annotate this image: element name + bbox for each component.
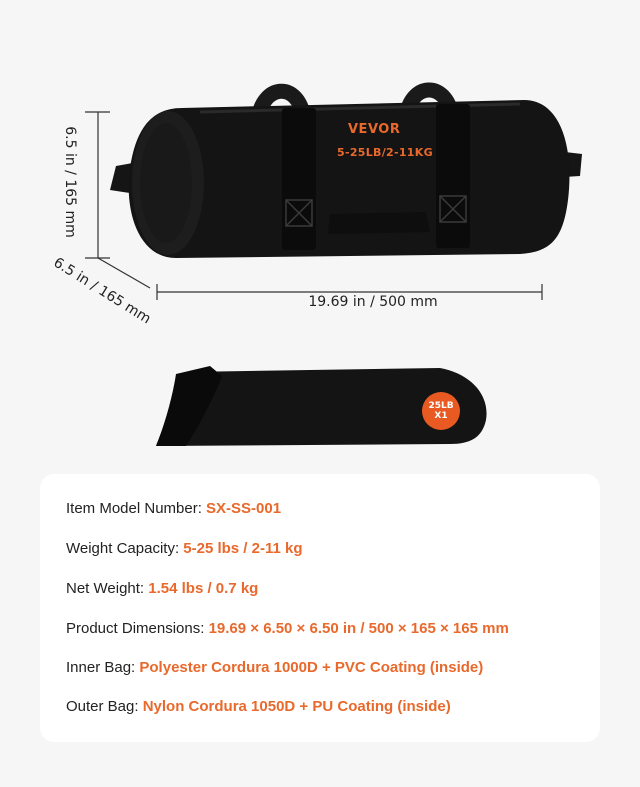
spec-label: Net Weight: — [66, 580, 149, 597]
spec-label: Item Model Number: — [66, 500, 207, 517]
spec-value: Polyester Cordura 1000D + PVC Coating (inside) — [139, 659, 484, 676]
spec-value: 5-25 lbs / 2-11 kg — [183, 540, 303, 557]
spec-label: Outer Bag: — [66, 698, 143, 715]
height-dimension-label: 6.5 in / 165 mm — [62, 126, 78, 238]
spec-inner-bag — [66, 659, 483, 676]
length-dimension-label: 19.69 in / 500 mm — [308, 294, 438, 310]
bottom-handle — [328, 212, 430, 234]
spec-value: 1.54 lbs / 0.7 kg — [148, 580, 259, 597]
depth-dimension-label: 6.5 in / 165 mm — [50, 254, 154, 328]
spec-label: Inner Bag: — [66, 659, 140, 676]
spec-product-dimensions — [66, 620, 509, 637]
spec-outer-bag — [66, 698, 451, 715]
bag-brand-logo: VEVOR — [348, 122, 401, 137]
spec-net-weight — [66, 580, 258, 597]
spec-label: Weight Capacity: — [66, 540, 184, 557]
spec-value: SX-SS-001 — [206, 500, 282, 517]
spec-value: Nylon Cordura 1050D + PU Coating (inside) — [142, 698, 451, 715]
spec-model-number — [66, 500, 281, 517]
spec-label: Product Dimensions: — [66, 620, 209, 637]
badge-weight: 25LB — [428, 401, 454, 411]
bag-weight-label: 5-25LB/2-11KG — [337, 146, 433, 159]
badge-quantity: X1 — [434, 411, 448, 421]
specifications-card — [40, 474, 600, 742]
spec-value: 19.69 × 6.50 × 6.50 in / 500 × 165 × 165 mm — [208, 620, 509, 637]
spec-weight-capacity — [66, 540, 303, 557]
inner-bag-badge — [422, 392, 460, 430]
